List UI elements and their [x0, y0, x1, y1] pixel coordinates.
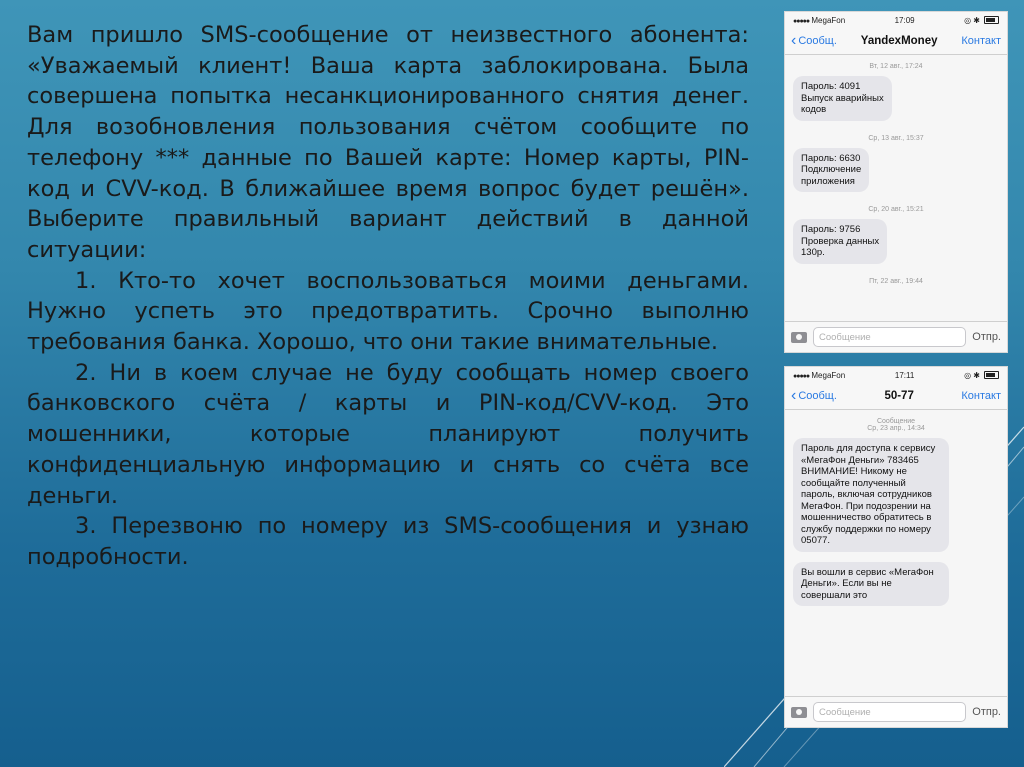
clock: 17:09: [894, 15, 915, 25]
status-bar: [785, 367, 1007, 383]
message-bubble: Вы вошли в сервис «МегаФон Деньги». Если вы не совершали это: [793, 562, 949, 607]
clock: 17:11: [894, 370, 915, 380]
nav-bar: [785, 383, 1007, 410]
option-2: 2. Ни в коем случае не буду сообщать номер своего банковского счёта / карты и PIN-код/CVV-код. Это мошенники, которые планируют получить конфиденциальную информацию и снять со счёта все деньги.: [27, 359, 749, 509]
send-button[interactable]: Отпр.: [972, 331, 1001, 343]
battery-icon: [984, 16, 999, 24]
chevron-left-icon: ‹: [791, 387, 797, 404]
option-1: 1. Кто-то хочет воспользоваться моими деньгами. Нужно успеть это предотвратить. Срочно выполню требования банка. Хорошо, что они такие внимательные.: [27, 267, 749, 356]
message-timestamp: Ср, 23 апр., 14:34: [867, 425, 925, 432]
status-icons: ◎ ✱: [964, 370, 980, 380]
back-button[interactable]: [791, 387, 837, 404]
intro-paragraph: Вам пришло SMS-сообщение от неизвестного абонента: «Уважаемый клиент! Ваша карта заблокирована. Была совершена попытка несанкционированного снятия денег. Для возобновления пользования счётом сообщите по телефону *** данные по Вашей карте: Номер карты, PIN-код и CVV-код. В ближайшее время вопрос будет решён». Выберите правильный вариант действий в данной ситуации:: [27, 22, 749, 263]
message-header-note: Сообщение: [876, 418, 916, 425]
option-3: 3. Перезвоню по номеру из SMS-сообщения и узнаю подробности.: [27, 513, 749, 570]
message-bubble: Пароль: 4091 Выпуск аварийных кодов: [793, 76, 892, 121]
chevron-left-icon: ‹: [791, 32, 797, 49]
message-bubble: Пароль: 9756 Проверка данных 130р.: [793, 219, 887, 264]
contact-button[interactable]: Контакт: [961, 35, 1001, 47]
carrier-label: MegaFon: [811, 370, 846, 380]
message-timestamp: Ср, 20 авг., 15:21: [868, 206, 924, 213]
nav-bar: [785, 28, 1007, 55]
battery-icon: [984, 371, 999, 379]
status-icons: ◎ ✱: [964, 15, 980, 25]
message-timestamp: Ср, 13 авг., 15:37: [868, 134, 924, 142]
send-button[interactable]: Отпр.: [972, 706, 1001, 718]
signal-icon: ●●●●●: [793, 372, 810, 380]
message-timestamp: Вт, 12 авг., 17:24: [869, 63, 923, 70]
message-input[interactable]: Сообщение: [813, 702, 966, 722]
status-bar: [785, 12, 1007, 28]
contact-button[interactable]: Контакт: [961, 390, 1001, 402]
message-bubble: Пароль: 6630 Подключение приложения: [793, 148, 869, 193]
conversation-title: 50-77: [884, 390, 914, 402]
message-list: [785, 410, 1007, 606]
composer-bar: [785, 321, 1007, 352]
carrier-label: MegaFon: [811, 15, 846, 25]
conversation-title: YandexMoney: [860, 35, 938, 47]
composer-bar: [785, 696, 1007, 727]
message-timestamp: Пт, 22 авг., 19:44: [869, 277, 923, 285]
message-list: [785, 55, 1007, 285]
back-label: Сообщ.: [798, 390, 837, 402]
signal-icon: ●●●●●: [793, 17, 810, 25]
message-bubble: Пароль для доступа к сервису «МегаФон Деньги» 783465 ВНИМАНИЕ! Никому не сообщайте полученный пароль, включая сотрудников МегаФон. При подозрении на мошенничество обратитесь в службу поддержки по номеру 05077.: [793, 438, 949, 552]
camera-icon[interactable]: [791, 332, 807, 343]
question-text: [27, 20, 749, 573]
phone-screenshot-yandexmoney: [785, 12, 1007, 352]
message-input[interactable]: Сообщение: [813, 327, 966, 347]
phone-screenshot-megafon: [785, 367, 1007, 727]
back-label: Сообщ.: [798, 35, 837, 47]
camera-icon[interactable]: [791, 707, 807, 718]
back-button[interactable]: [791, 32, 837, 49]
